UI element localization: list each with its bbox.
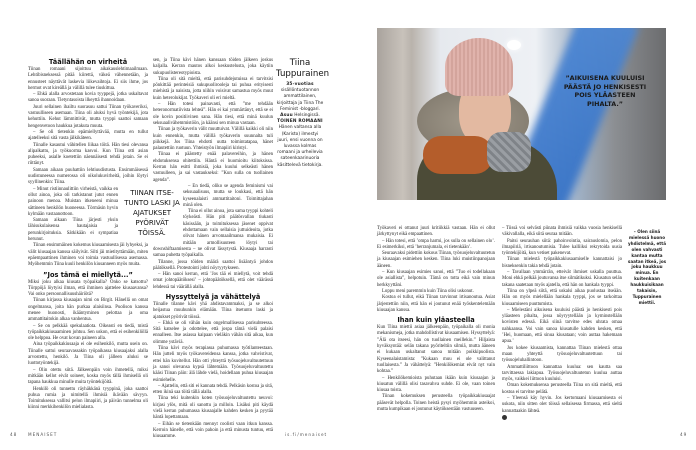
- paragraph: Tiina on ylpeä siitä, että uskalsi aikaa puolustaa itseään. Hän on myös mielellään hankala tyyppi, jos se tarkoittaa kiusaamiseen puuttumista.: [502, 288, 622, 307]
- knit-hat: [445, 38, 513, 96]
- section-heading: Täällähän on virheitä: [48, 58, 128, 66]
- article-body: [28, 280, 148, 412]
- paragraph: Henkilö oli tunnettu räyhäkkänä tyyppinä, joka saattoi puhua rumia ja nimitellä ihmisiä ikävään sävyyn. Toimituksessa vallitsi pelon ilmapiiri, ja päivän tunnelma oli kiinni merkkihenkilön mielialasta.: [28, 386, 148, 411]
- magazine-url: is.fi/menaiset: [285, 432, 328, 437]
- paragraph: – Ehkä se oli vähän kuin ongelmallisessa parisuhteessa. Sitä katselee ja odottelee, että jospa tämä vielä palaisi ennalleen. Itse asiassa kaipaan vieläkin vähän sitä aikaa, kun olimme ystäviä.: [153, 320, 273, 345]
- paragraph: – Yleensä käy hyvin. Jos kertomaani kiusaamisesta ei uskota, niin sitten olet töissä sellaisessa firmassa, että sieltä kannattaakin lähteä.: [502, 396, 622, 414]
- portrait-photo: [377, 28, 666, 200]
- paragraph: Tiina ei ollut ainoa, jota sama tyyppi kohteli töykeästi. Hän piti päätösvallan tiukasti käsissään, ja toimituksessa jäsenet oppivat ehdottamaan vain sellaisia juttuideoita, jotka olivat hänen arvomaailmansa mukaisia. Ei mitään armollisuuteen löytyi tai downshiftaamisesta – ne olivat lässytystä. Kiusaaja harrasti samaa puhetta työpaikalla.: [153, 209, 273, 259]
- article-body: [153, 302, 273, 441]
- bio-text: sisällöntuotannon ammattilainen, kirjoittaja ja Tiina The Feminist -bloggari.: [276, 88, 324, 112]
- paragraph: – Ehkä alalla arvostetaan kovia tyyppejä, jotka uskaltavat sanoa suoraan. Tietyntasoista ilkeyttä ihannoidaan.: [28, 92, 148, 104]
- paragraph: Tiinan mielestä työpaikkakiusaamiselle kannattaisi jo bisneksenkin takia tehdä jotain.: [502, 257, 622, 269]
- paragraph: Tiina oli sitä mieltä, että parisuhdejutuissa ei tarvitsisi pönkittää perinteisiä sukupuolirooleja tai puhua erityisesti miehistä ja naisista, jotta niihin voisivat samastua myös muut kuin heterolukijat. Työkaveri oli eri mieltä.: [153, 76, 273, 101]
- paragraph: – Se oli tietenkin epämiellyttävää, mutta en tullut ajatelleeksi sitä vasta jälkikäteen.: [28, 129, 148, 142]
- paragraph: – Olin otettu siitä. Jälkeenpäin voin ihmetellä, miksi mitkään kellot eivät soineet, koska myös tällä ihmisellä oli tapana haukkua minulle muita työntekijöitä.: [28, 367, 148, 386]
- paragraph: Tiina kävi myös terapiassa puhumassa työtilanteestaan. Hän jutteli myös työkavereidensa kanssa, jotka vahvistivat, ettei hän kuvitellut. Hän otti yhteyttä työsuojeluvaltuutettuun ja sanoi olevansa kypsä lähtemään. Työsuojeluvaltuutettu kääsi Tiinan päin: älä lähde vielä, hoidellaan puhua kiusaajan esimiehelle.: [153, 346, 273, 383]
- paragraph: Seuraavaksi pidettiin kokous Tiinan, työsuojeluvaltuutetun ja kiusaajan esimiehen kesken. Tiina luki muistiinpanojaan ääneen.: [377, 251, 495, 269]
- paragraph: Jos kokee kiusaamista, kannattaa Tiinan mielestä ottaa maan yhteyttä työsuojeluvaltuutettuun tai työsuojeluhallintoon.: [502, 345, 622, 364]
- paragraph: Tiinalle tilanne kävi yhä ahdistavammaksi, ja se alkoi heijastua muuhunkin elämään. Tiina itsetunto laski ja ajatukset pyörivät töissä.: [153, 301, 273, 320]
- paragraph: – Tiissä voi selvästi piinata ihmisiä vaikka vuosia henkisellä väkivallalla, eikä siitä seuraa mitään.: [502, 226, 622, 238]
- novel-label: TOINEN ROMAANI: [277, 119, 323, 125]
- paragraph: Tiinan kirjassa kiusaajan nimi on Birgit. Hänellä on omat ongelmansa, joita hän purkaa alaisiinsa. Puolison kanssa menee huonosti, ikääntyminen pelottaa ja oma ammattitaitokin alkaa vanhentua.: [28, 298, 148, 323]
- paragraph: Ammattiliittoon kannattaa kuulua: sen kautta saa tarvittaessa lakiapua. Työsuojeluvaltuutetun kuulua auttaa myös, vaikkei liittoon kuuluisi.: [502, 364, 622, 383]
- article-body: [502, 226, 622, 422]
- profile-name: Tiina Tuppurainen: [276, 58, 330, 79]
- photo-quote: ”AIKUISENA KUULUISI PÄÄSTÄ JO HENKISESTI POIS YLÄASTEEN PIHALTA.”: [563, 74, 647, 108]
- paragraph: Paitsi seurauhan siitä: pahoinvointia, sairauslomia, pelon ilmapiiriä, irtisanoutumisia. Tulee kalliiksi rekrytoida uusia työntekijöitä, kun vetiset pakenevat.: [502, 238, 622, 257]
- paragraph: Samaan aikaan Tiina järjesti yksin lähisukulaisensa hautajaisia ja perunkirjoituksia. Sätkikään ei sympatiaa herunut.: [28, 218, 118, 243]
- page-number-right: 49: [680, 432, 688, 437]
- ceiling-light: [507, 40, 521, 50]
- paragraph: – Kun kiusaajan esimies sanoi, että ”Tuo ei todellakaan ole asiallista”, helpotuin. Tämä on totta eikä vain minun herkkyyttäni.: [377, 270, 495, 288]
- paragraph: – Eihän se tietenkään mennyt coolisti vaan itkun kanssa. Kerroin hänelle, että voin pahoin ja että minusta tuntuu, että kiusaamme.: [153, 421, 273, 440]
- paragraph: Tiinalle kasautui vähitellen liikaa töitä. Hän tiesi olevansa alipalkattu, ja työkuorma kasvoi. Kun Tiina otti asian puheeksi, asialle koetettiin näennäisesti tehdä jotain. Se ei riittänyt.: [28, 142, 148, 167]
- paragraph: – Henkilökemioista puhutaan ikään kuin kiusaajan ja kiusatun välillä olisi tasavahva suhde. Ei ole, vaan toinen kiusaa toista.: [377, 375, 495, 394]
- paragraph: – Hän totesi, että ’ompa harmi, jos sulla on sellainen olo’. Ei esimerkiksi, että ’herranjumala, ei tietenkään’.: [377, 238, 495, 250]
- paragraph: Samaan aikaan puuhattiin lehtiuudistusta. Ensimmäisessä uudistuneessa numerossa oli oikolukuvirheitä, joihin löytyi syyllinenkin: Tiina.: [28, 167, 148, 186]
- home-label: Asuu: [280, 113, 293, 119]
- paragraph: Tiinaa ei päästetty enää palavereihin, ja hänen ehdotuksensa ohitettiin. Häntä ei huomioitu kiitoksissa. Kerran hän esitti ihmisiä, joka kuului selkeästi hänen vastuulleen, ja sai vastaukseksi: ”Kun sulla on tuollainen agenda”.: [153, 152, 273, 183]
- paragraph: – En tiedä, oliko se agenda feminismi vai seksuaalisuus, mutta se loukkasi, että hän kyseenalaisti ammattitaitoni. Toimittajahan minä olen.: [183, 183, 273, 208]
- article-body: [377, 325, 495, 413]
- paragraph: Aina työpaikkakiusaaja ei ole esihenkilö, mutta usein on. Tiinalle sattui seuraavassakin työpaikassa kiusaajaksi alalla arvostettu, henkilö. Ja Tiina oli jälleen aluksi se luottotyöntekijä.: [28, 342, 148, 367]
- paragraph: sen, ja Tiina kävi hänen kanssaan töiden jälkeen joskus kaljalla. Kerran mautos alkoi keskustelusta, joka käytiin sukupuolistereotypioista.: [153, 58, 273, 76]
- paragraph: Tilanne, jossa töiden määrä saattoi lisääntyä johdon päätöksellä. Protestointi johti nöyryytykseen.: [153, 259, 273, 271]
- paragraph: Kun Tiina miettii asiaa jälkeenpäin, työpaikalla oli monia mekanismeja, jotka mahdollistivat kiusaamisen. Hyssyttelyä: ”Älä ota itseesi, hän on tuollainen meillekin.” Hiljaista hyväksyntää: selän takana pyöriteltiin silmiä, mutta ääneen ei kukaan uskaltanut sanoa mitään poikkipuolista. Kyseenalaistamista: ”Kukaan muu ei ole valittanut tuollaisesta.” Ja vähättelyä: ”Henkilökemiat eivät nyt vain kohtaa.”: [377, 325, 495, 375]
- paragraph: Loppu meni paremmin kuin Tiina olisi uskonut.: [382, 288, 474, 294]
- photo-caption: – Olen siinä mielessä huono yhdistelmä, että olen vahvasti kantaa mutta saatan itkeä, jos joku haukkuu minua. En kuitenkaan haukkuisikaan takaisin, Tuppurainen miettii.: [627, 229, 667, 305]
- section-heading: Hyssyttelyä ja vähättelyä: [165, 292, 261, 301]
- magazine-name: MENAISET: [28, 432, 58, 437]
- section-heading: ”Jos tämä ei miellytä...”: [43, 270, 133, 279]
- scarf: [423, 136, 493, 174]
- paragraph: Tiinan ensimmäinen kokemus kiusaamisesta jäi lyhyeksi, ja välit kiusaajan kanssa säilyivät. Silti jäi mietityttämään, miten epäempaattinen ihminen voi toimia vastuullisessa asemassa. Myöhemmin Tiina kuuli henkilön kiusanneen myös muita.: [28, 243, 148, 268]
- paragraph: Tiina teki kuitenkin koten työsuojeluvaltuutettu neuvoi: kirjasi ylös, mitä oli sanottu ja milloin. Lisäksi piti käydä vielä kerran puhumassa kiusaajalle kahden kesken ja pyytää häntä lopettamaan.: [153, 396, 273, 421]
- paragraph: Tiinan ja työkaverin välit muuttuivat. Välillä kaikki oli niin kuin ennenkin, mutta välillä työkaverin suunnalta tuli piikkejä. Jos Tiina ehdotti uutta toimintatapaa, hänet palautettiin ruotuun. Yhteistyön ilmapiiri kiristyi.: [153, 127, 273, 152]
- paragraph: – Ajattelin, että siti ei kannata tehdä. Pelkäsin kostoa ja sitä, etten ikinä saa töitä tällä alalla.: [153, 383, 273, 396]
- paragraph: – Mielestäni aikuisena kuuluisi päästä jo henkisesti pois yläasteen pihalta, jossa nöyryytellään ja kyminstellään kovisten edessä. Eikä siinä tarvitse edes uhrata omaa nahkaansa. Voi vain sanoa kiusatulle kahden kesken, että ’Hei, huomaan, että sinua kiusataan; voin auttaa hakemaan apua.’: [502, 307, 622, 345]
- novel-text: Hänen valtansa alla (Karisto) ilmestyi juuri, ensi vuonna on luvassa kolmas romaani ja urheilevia sateenkaarinuoria käsittelevä tietokirja.: [277, 125, 323, 168]
- paragraph: Miksi joku alkaa kiusata työpaikalla? Onko se katsottu? Törppöjä löytyisi ilman, että ihminen ajattelee kiusaavansa? Vai onko persoonallisuushäiriötä?: [28, 279, 148, 298]
- paragraph: – Hän sanoi kerran, että ’Jos tää ei miellytä, voit tehdä omat johtopäätöksesi’ – johtopäätöksellä, että olet väärässä lehdessä tai väärällä alalla.: [153, 272, 273, 290]
- left-column-2: [153, 58, 273, 441]
- home-text: Helsingissä.: [294, 113, 320, 119]
- paragraph: Tiinan kokemuksen perusteella työpaikkakiusaajat pääsevät helpolla. Toinen heistä pysyi myöhemmin asteikoi, mutta kumpikaan ei joutunut käytöksestään vastuuseen.: [377, 394, 495, 413]
- end-mark-icon: [502, 415, 507, 420]
- article-body: [377, 226, 495, 314]
- paragraph: Kostoa ei tullut, eikä Tiinan tarvinnut irtisanoutua. Asiat järjestettiin niin, että hän ei joutunut enää työskentelemään kiusaajan kanssa.: [377, 295, 495, 313]
- paragraph: Työkaveri ei ottanut juuri kritiikkiä vastaan. Hän ei ollut järkyttynyt eikä empaattinen.: [377, 226, 495, 238]
- scarf-checked: [487, 132, 531, 172]
- paragraph: – Se on pelkkää spekulaatiota. Oikeasti en tiedä, mistä työpaikkakiusaaminen johtuu. Sen uskon, että ei esihenkilöllä ole helppoa. He ovat kovan paineen alla.: [28, 323, 148, 342]
- paragraph: Juuri sellainen ihailtu suorasuu sattui Tiinan työkaveriksi, vastuulliseen asemaan. Tiina oli aluksi hyvä työntekijä, jota kehuttiin. Kehut lämmittivät, mutta tyyppi saattoi samaan hengenvetoon haukkua jotakuta muuta.: [28, 104, 148, 129]
- section-heading: Ihan kuin yläasteella: [397, 316, 475, 325]
- bio-label: 35-vuotias: [286, 82, 314, 87]
- paragraph: Oman kokemuksensa perusteella Tiina on sitä mieltä, että kostoa ei tarvitse pelätä.: [502, 383, 622, 395]
- profile-bio: [276, 82, 324, 169]
- paragraph: Tiinan romaani sijoittuu aikakauslehtimaailmaan. Lehtibisneksessä pitää kiirettä, väkeä vähennetään, ja ennusteet näyttävät laskevia liikevaihtoja. Ei siis ihme, jos hermot ovat kireällä ja välillä tulee tiuskittua.: [28, 67, 148, 91]
- article-body: [153, 58, 273, 291]
- right-column-2: [502, 226, 622, 422]
- paragraph: – Hän totesi painavasti, että ”me tehdään heteronormatiivista lehteä”. Hän ei kai ymmärtänyt, että se ei ole kovin positiivinen sana. Hän tiesi, että minä kuulun seksuaalivähemmistöön, ja käänsi sen minua vastaan.: [153, 102, 273, 126]
- paragraph: – Tavallaan ymmärrän, etteivät ihmiset uskalla puuttua. Moni ehkä pelkää joutuvansa itse silmätikuksi. Kiusatun selän takana saatetaan myös ajatella, että hän on hankala tyyppi.: [502, 270, 622, 288]
- paragraph: – Minut ristiinnaulittiin virheistä, vaikka en ollut ainoa, joka oli tarkistanut jutut ennen painoon menoa. Muistan itkeneeni minua sättineen henkilön huoneessa. Törmäsin hyvin kylmään vastaanottoon.: [28, 186, 118, 217]
- right-column-1: [377, 226, 495, 413]
- page-number-left: 48: [10, 432, 18, 437]
- pull-quote: TIINAN ITSE-TUNTO LASKI JA AJATUKSET PYÖRIVÄT TÖISSÄ.: [121, 188, 183, 238]
